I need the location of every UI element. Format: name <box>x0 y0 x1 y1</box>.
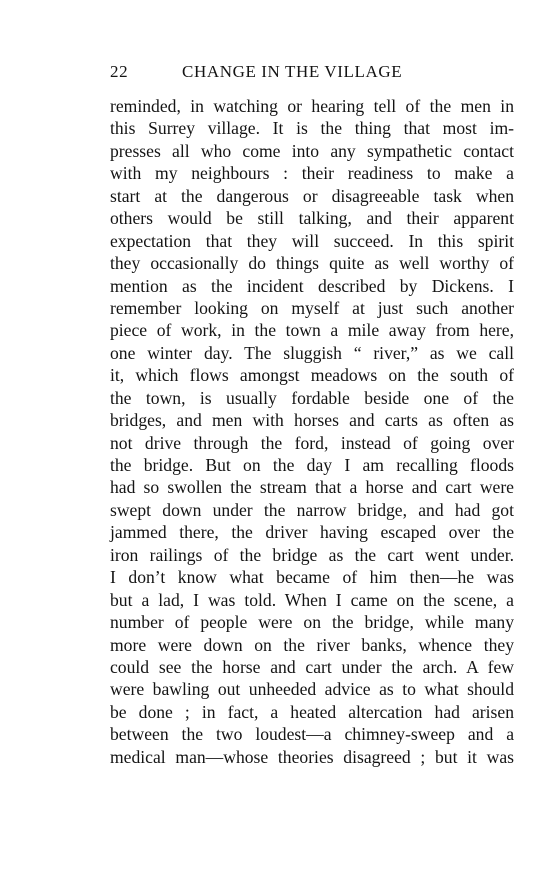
text-line: the town, is usually fordable beside one of the <box>110 387 514 408</box>
text-line: more were down on the river banks, whence they <box>110 634 514 655</box>
text-line: reminded, in watching or hearing tell of the men in <box>110 96 514 116</box>
text-line: start at the dangerous or disagreeable task when <box>110 185 514 206</box>
text-line: it, which flows amongst meadows on the south of <box>110 365 514 386</box>
text-line: this Surrey village. It is the thing that most im- <box>110 118 514 139</box>
text-line: could see the horse and cart under the arch. A few <box>110 656 514 677</box>
page-header <box>110 62 512 86</box>
text-line: were bawling out unheeded advice as to what should <box>110 679 514 700</box>
text-line: between the two loudest—a chimney-sweep and a <box>110 724 514 745</box>
text-line: remember looking on myself at just such another <box>110 297 514 318</box>
text-line: number of people were on the bridge, while many <box>110 612 514 633</box>
text-line: swept down under the narrow bridge, and had got <box>110 499 514 520</box>
text-line: jammed there, the driver having escaped over the <box>110 522 514 543</box>
text-line: medical man—whose theories disagreed ; but it was <box>110 746 514 767</box>
text-line: but a lad, I was told. When I came on the scene, a <box>110 589 514 610</box>
text-line: bridges, and men with horses and carts as often as <box>110 410 514 431</box>
text-line: I don’t know what became of him then—he was <box>110 567 514 588</box>
body-text <box>110 95 514 768</box>
text-line: the bridge. But on the day I am recalling floods <box>110 455 514 475</box>
text-line: they occasionally do things quite as well worthy of <box>110 253 514 274</box>
text-line: piece of work, in the town a mile away from here, <box>110 320 514 341</box>
running-head: CHANGE IN THE VILLAGE <box>182 62 403 81</box>
text-line: with my neighbours : their readiness to make a <box>110 163 514 184</box>
text-line: be done ; in fact, a heated altercation had arisen <box>110 701 514 722</box>
page-number: 22 <box>110 62 129 81</box>
text-line: mention as the incident described by Dickens. I <box>110 275 514 296</box>
text-line: others would be still talking, and their apparent <box>110 208 514 229</box>
text-line: expectation that they will succeed. In this spirit <box>110 230 514 251</box>
text-line: iron railings of the bridge as the cart went under. <box>110 544 514 565</box>
text-line: had so swollen the stream that a horse and cart were <box>110 477 514 498</box>
text-line: presses all who come into any sympathetic contact <box>110 140 514 161</box>
text-line: not drive through the ford, instead of going over <box>110 432 514 453</box>
text-line: one winter day. The sluggish “ river,” as we call <box>110 342 514 363</box>
